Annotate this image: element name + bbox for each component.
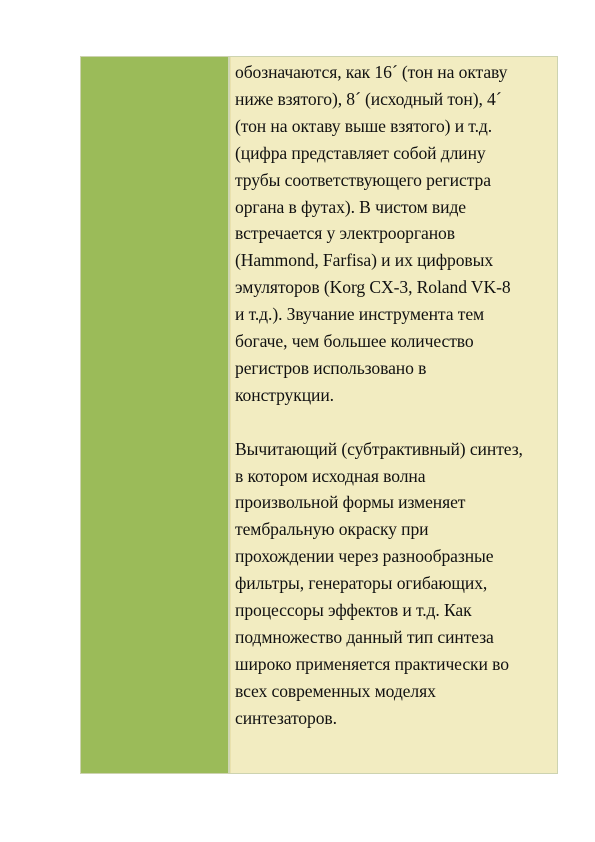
paragraph-additive-synthesis: обозначаются, как 16´ (тон на октаву ниже взятого), 8´ (исходный тон), 4´ (тон на октаву выше взятого) и т.д. (цифра представляет собой длину трубы соответствующего регистра органа в футах). В чистом виде встречается у электроорганов (Hammond, Farfisa) и их цифровых эмуляторов (Korg CX-3, Roland VK-8 и т.д.). Звучание инструмента тем богаче, чем большее количество регистров использовано в конструкции. [235, 62, 511, 405]
decorative-green-column [81, 57, 230, 773]
text-column [230, 57, 557, 773]
content-table [80, 56, 558, 774]
paragraph-subtractive-synthesis: Вычитающий (субтрактивный) синтез, в котором исходная волна произвольной формы изменяет тембральную окраску при прохождении через разнообразные фильтры, генераторы огибающих, процессоры эффектов и т.д. Как подмножество данный тип синтеза широко применяется практически во всех современных моделях синтезаторов. [235, 438, 523, 728]
